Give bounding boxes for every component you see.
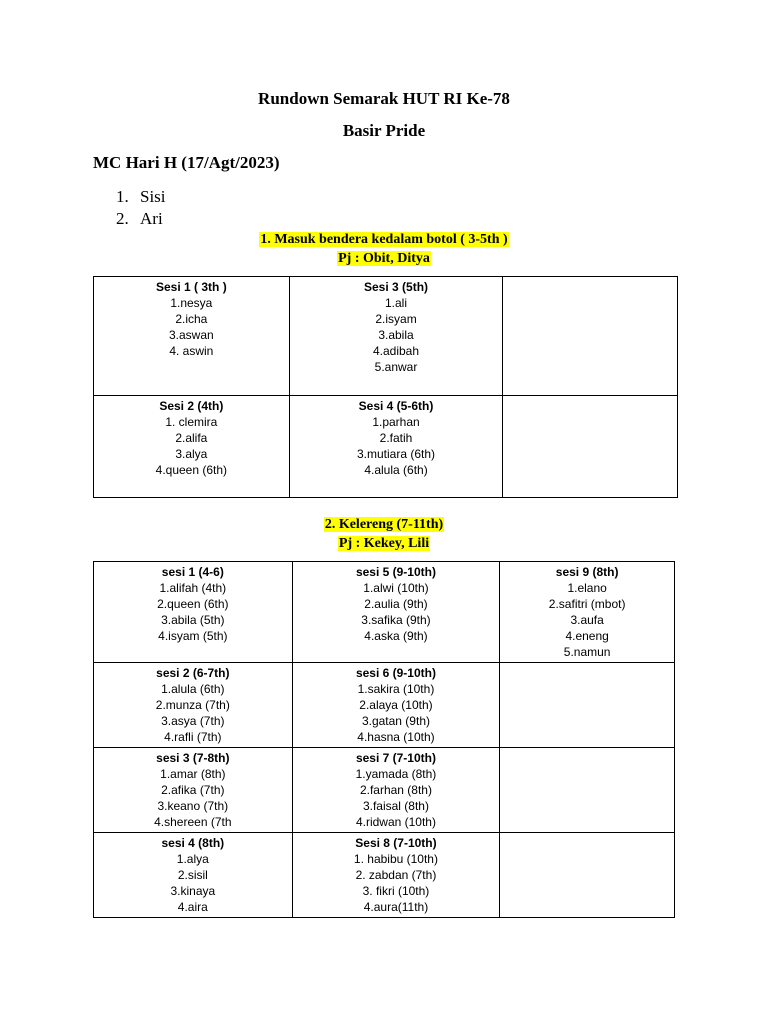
participant-name: 1.elano bbox=[567, 581, 607, 595]
session-cell bbox=[292, 663, 500, 748]
participant-name: 4. aswin bbox=[169, 344, 214, 358]
participant-name: 3.abila (5th) bbox=[161, 613, 225, 627]
session-cell bbox=[94, 277, 290, 396]
document-title: Rundown Semarak HUT RI Ke-78 bbox=[258, 89, 510, 108]
participant-name: 1.nesya bbox=[170, 296, 213, 310]
participant-name: 2.alaya (10th) bbox=[359, 698, 433, 712]
mc-item-number: 1. bbox=[116, 187, 129, 206]
session-cell bbox=[94, 833, 293, 918]
section2-pj: Pj : Kekey, Lili bbox=[338, 536, 430, 551]
participant-name: 3.keano (7th) bbox=[157, 799, 229, 813]
mc-item-name: Ari bbox=[140, 209, 163, 228]
participant-name: 4.adibah bbox=[372, 344, 420, 358]
session-title: sesi 3 (7-8th) bbox=[156, 751, 230, 765]
participant-name: 3.alya bbox=[175, 447, 208, 461]
participant-name: 2.alifa bbox=[175, 431, 208, 445]
participant-name: 2.sisil bbox=[177, 868, 208, 882]
table-row bbox=[94, 748, 675, 833]
participant-name: 3.kinaya bbox=[170, 884, 216, 898]
session-cell bbox=[289, 277, 503, 396]
session-title: Sesi 8 (7-10th) bbox=[355, 836, 437, 850]
mc-list-item bbox=[116, 208, 166, 230]
session-title: sesi 9 (8th) bbox=[555, 565, 619, 579]
session-cell bbox=[289, 396, 503, 498]
session-title: sesi 4 (8th) bbox=[161, 836, 225, 850]
section2-table bbox=[93, 561, 675, 918]
participant-name: 2.afika (7th) bbox=[161, 783, 225, 797]
participant-name: 2.queen (6th) bbox=[157, 597, 229, 611]
section1-pj: Pj : Obit, Ditya bbox=[338, 251, 430, 266]
session-title: sesi 2 (6-7th) bbox=[156, 666, 230, 680]
participant-name: 4.rafli (7th) bbox=[164, 730, 222, 744]
participant-name: 2.fatih bbox=[379, 431, 413, 445]
section2-title: 2. Kelereng (7-11th) bbox=[324, 517, 444, 532]
participant-name: 1.alula (6th) bbox=[161, 682, 225, 696]
section1-title: 1. Masuk bendera kedalam botol ( 3-5th ) bbox=[260, 232, 508, 247]
session-cell bbox=[500, 833, 675, 918]
participant-name: 2.isyam bbox=[375, 312, 417, 326]
session-title: sesi 6 (9-10th) bbox=[355, 666, 436, 680]
table-row bbox=[94, 833, 675, 918]
session-cell bbox=[500, 748, 675, 833]
participant-name: 1.yamada (8th) bbox=[355, 767, 437, 781]
session-cell bbox=[503, 396, 678, 498]
participant-name: 1. clemira bbox=[165, 415, 218, 429]
table-row bbox=[94, 562, 675, 663]
table-row bbox=[94, 396, 678, 498]
participant-name: 3.asya (7th) bbox=[161, 714, 225, 728]
session-cell bbox=[94, 562, 293, 663]
session-title: Sesi 3 (5th) bbox=[364, 280, 429, 294]
participant-name: 1.parhan bbox=[372, 415, 420, 429]
session-title: sesi 7 (7-10th) bbox=[355, 751, 436, 765]
participant-name: 5.namun bbox=[563, 645, 611, 659]
participant-name: 3.mutiara (6th) bbox=[357, 447, 436, 461]
participant-name: 4.shereen (7th bbox=[154, 815, 232, 829]
session-title: Sesi 2 (4th) bbox=[159, 399, 224, 413]
session-cell bbox=[292, 562, 500, 663]
session-title: Sesi 4 (5-6th) bbox=[358, 399, 434, 413]
participant-name: 4.queen (6th) bbox=[155, 463, 228, 477]
participant-name: 2.farhan (8th) bbox=[359, 783, 432, 797]
section1-heading bbox=[0, 230, 768, 268]
session-cell bbox=[94, 748, 293, 833]
participant-name: 4.aska (9th) bbox=[364, 629, 428, 643]
participant-name: 1.alifah (4th) bbox=[159, 581, 227, 595]
table-row bbox=[94, 663, 675, 748]
participant-name: 3.abila bbox=[378, 328, 414, 342]
participant-name: 5.anwar bbox=[374, 360, 418, 374]
session-title: Sesi 1 ( 3th ) bbox=[156, 280, 227, 294]
session-cell bbox=[292, 833, 500, 918]
participant-name: 4.aura(11th) bbox=[363, 900, 429, 914]
section2-heading bbox=[0, 515, 768, 553]
participant-name: 1. habibu (10th) bbox=[353, 852, 438, 866]
participant-name: 1.ali bbox=[385, 296, 408, 310]
participant-name: 3.safika (9th) bbox=[361, 613, 431, 627]
participant-name: 3.faisal (8th) bbox=[362, 799, 429, 813]
mc-list bbox=[116, 186, 166, 230]
session-cell bbox=[500, 562, 675, 663]
participant-name: 4.aira bbox=[177, 900, 208, 914]
participant-name: 2. zabdan (7th) bbox=[355, 868, 437, 882]
session-cell bbox=[503, 277, 678, 396]
section1-table bbox=[93, 276, 678, 498]
document-subtitle: Basir Pride bbox=[342, 121, 426, 140]
participant-name: 1.sakira (10th) bbox=[357, 682, 435, 696]
participant-name: 4.eneng bbox=[565, 629, 609, 643]
participant-name: 1.amar (8th) bbox=[160, 767, 226, 781]
session-cell bbox=[94, 663, 293, 748]
participant-name: 2.icha bbox=[175, 312, 208, 326]
participant-name: 1.alwi (10th) bbox=[363, 581, 429, 595]
participant-name: 3.gatan (9th) bbox=[361, 714, 430, 728]
participant-name: 2.aulia (9th) bbox=[364, 597, 428, 611]
participant-name: 1.alya bbox=[176, 852, 209, 866]
participant-name: 3.aswan bbox=[168, 328, 214, 342]
participant-name: 2.safitri (mbot) bbox=[548, 597, 626, 611]
participant-name: 2.munza (7th) bbox=[155, 698, 230, 712]
participant-name: 3.aufa bbox=[570, 613, 604, 627]
session-title: sesi 5 (9-10th) bbox=[355, 565, 436, 579]
session-title: sesi 1 (4-6) bbox=[161, 565, 224, 579]
participant-name: 4.isyam (5th) bbox=[158, 629, 228, 643]
table-row bbox=[94, 277, 678, 396]
participant-name: 4.hasna (10th) bbox=[357, 730, 435, 744]
session-cell bbox=[94, 396, 290, 498]
mc-item-name: Sisi bbox=[140, 187, 166, 206]
participant-name: 4.ridwan (10th) bbox=[355, 815, 436, 829]
mc-item-number: 2. bbox=[116, 209, 129, 228]
session-cell bbox=[292, 748, 500, 833]
mc-list-item bbox=[116, 186, 166, 208]
session-cell bbox=[500, 663, 675, 748]
participant-name: 4.alula (6th) bbox=[364, 463, 428, 477]
mc-heading: MC Hari H (17/Agt/2023) bbox=[93, 153, 280, 172]
participant-name: 3. fikri (10th) bbox=[362, 884, 430, 898]
